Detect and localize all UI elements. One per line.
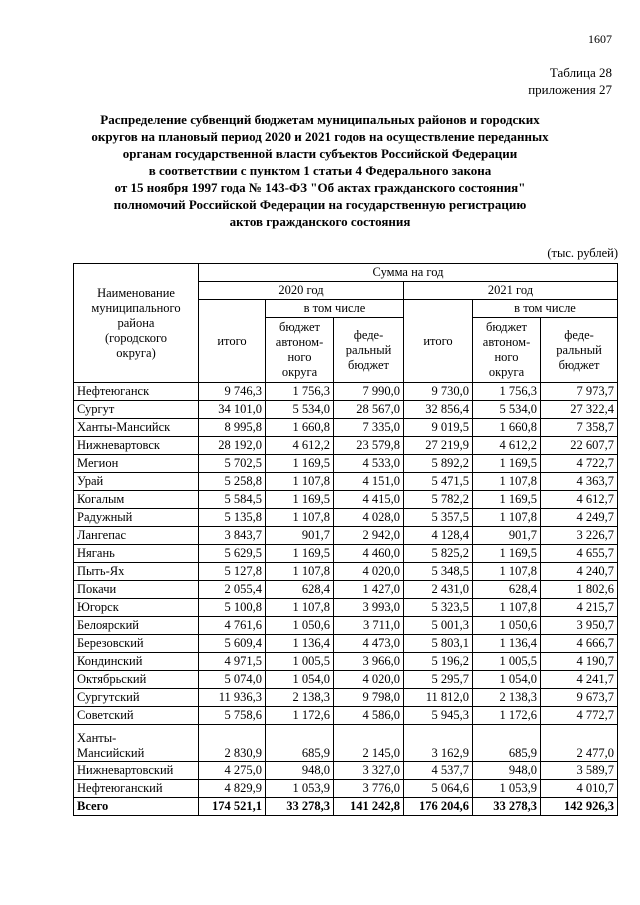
- title-line: органам государственной власти субъектов Российской Федерации: [122, 146, 518, 161]
- row-name-cell: Мегион: [74, 455, 199, 473]
- row-value-cell: 4 249,7: [541, 509, 618, 527]
- row-value-cell: 1 427,0: [334, 581, 404, 599]
- row-value-cell: 1 054,0: [473, 671, 541, 689]
- row-value-cell: 1 169,5: [473, 545, 541, 563]
- row-value-cell: 22 607,7: [541, 437, 618, 455]
- row-value-cell: 23 579,8: [334, 437, 404, 455]
- header-federal-budget: феде- ральный бюджет: [334, 318, 404, 383]
- row-value-cell: 4 028,0: [334, 509, 404, 527]
- row-value-cell: 7 335,0: [334, 419, 404, 437]
- row-value-cell: 4 612,7: [541, 491, 618, 509]
- row-value-cell: 4 010,7: [541, 780, 618, 798]
- subsidy-table: [73, 263, 618, 816]
- row-value-cell: 4 612,2: [266, 437, 334, 455]
- title-line: Распределение субвенций бюджетам муниципальных районов и городских: [100, 112, 540, 127]
- row-value-cell: 5 584,5: [199, 491, 266, 509]
- header-okrug-budget: бюджет автоном- ного округа: [473, 318, 541, 383]
- row-value-cell: 3 327,0: [334, 762, 404, 780]
- row-value-cell: 34 101,0: [199, 401, 266, 419]
- title-line: актов гражданского состояния: [229, 214, 411, 229]
- row-value-cell: 9 798,0: [334, 689, 404, 707]
- row-value-cell: 1 053,9: [266, 780, 334, 798]
- row-name-cell: Ханты-Мансийск: [74, 419, 199, 437]
- table-body: [74, 383, 618, 816]
- row-value-cell: 5 803,1: [404, 635, 473, 653]
- row-value-cell: 174 521,1: [199, 798, 266, 816]
- row-name-cell: Радужный: [74, 509, 199, 527]
- row-value-cell: 3 226,7: [541, 527, 618, 545]
- row-value-cell: 5 609,4: [199, 635, 266, 653]
- row-value-cell: 5 196,2: [404, 653, 473, 671]
- page-number: 1607: [588, 32, 612, 46]
- table-row: [74, 473, 618, 491]
- row-value-cell: 5 945,3: [404, 707, 473, 725]
- row-value-cell: 1 107,8: [266, 563, 334, 581]
- header-year-2020: 2020 год: [199, 282, 404, 300]
- document-title: [60, 111, 580, 230]
- header-okrug-budget: бюджет автоном- ного округа: [266, 318, 334, 383]
- row-value-cell: 5 295,7: [404, 671, 473, 689]
- row-value-cell: 948,0: [266, 762, 334, 780]
- row-value-cell: 1 107,8: [473, 509, 541, 527]
- row-value-cell: 4 772,7: [541, 707, 618, 725]
- row-value-cell: 1 107,8: [473, 473, 541, 491]
- row-value-cell: 3 966,0: [334, 653, 404, 671]
- row-value-cell: 1 172,6: [266, 707, 334, 725]
- table-row: [74, 491, 618, 509]
- table-row: [74, 455, 618, 473]
- row-value-cell: 2 830,9: [199, 725, 266, 762]
- row-value-cell: 4 655,7: [541, 545, 618, 563]
- row-value-cell: 4 215,7: [541, 599, 618, 617]
- row-value-cell: 948,0: [473, 762, 541, 780]
- header-sum: Сумма на год: [199, 264, 618, 282]
- row-value-cell: 7 973,7: [541, 383, 618, 401]
- row-value-cell: 176 204,6: [404, 798, 473, 816]
- row-name-cell: Белоярский: [74, 617, 199, 635]
- table-row: [74, 725, 618, 762]
- row-name-cell: Урай: [74, 473, 199, 491]
- row-value-cell: 1 107,8: [473, 563, 541, 581]
- header-federal-budget: феде- ральный бюджет: [541, 318, 618, 383]
- row-value-cell: 5 534,0: [473, 401, 541, 419]
- row-value-cell: 5 258,8: [199, 473, 266, 491]
- row-value-cell: 4 971,5: [199, 653, 266, 671]
- row-value-cell: 2 942,0: [334, 527, 404, 545]
- row-value-cell: 3 950,7: [541, 617, 618, 635]
- row-value-cell: 628,4: [266, 581, 334, 599]
- row-name-cell: Нижневартовский: [74, 762, 199, 780]
- row-value-cell: 1 107,8: [266, 473, 334, 491]
- row-name-cell: Советский: [74, 707, 199, 725]
- table-label: [528, 64, 612, 98]
- row-value-cell: 5 135,8: [199, 509, 266, 527]
- row-name-cell: Нягань: [74, 545, 199, 563]
- row-name-cell: Когалым: [74, 491, 199, 509]
- row-value-cell: 1 107,8: [266, 509, 334, 527]
- row-value-cell: 9 730,0: [404, 383, 473, 401]
- row-value-cell: 4 020,0: [334, 563, 404, 581]
- row-value-cell: 2 431,0: [404, 581, 473, 599]
- table-row: [74, 563, 618, 581]
- row-name-cell: Березовский: [74, 635, 199, 653]
- row-value-cell: 2 477,0: [541, 725, 618, 762]
- row-value-cell: 4 240,7: [541, 563, 618, 581]
- row-value-cell: 4 363,7: [541, 473, 618, 491]
- row-value-cell: 4 473,0: [334, 635, 404, 653]
- table-row: [74, 617, 618, 635]
- row-value-cell: 4 537,7: [404, 762, 473, 780]
- row-value-cell: 33 278,3: [266, 798, 334, 816]
- row-value-cell: 7 990,0: [334, 383, 404, 401]
- table-row: [74, 671, 618, 689]
- row-value-cell: 5 127,8: [199, 563, 266, 581]
- row-value-cell: 685,9: [266, 725, 334, 762]
- row-value-cell: 628,4: [473, 581, 541, 599]
- row-value-cell: 3 843,7: [199, 527, 266, 545]
- row-value-cell: 1 050,6: [473, 617, 541, 635]
- table-row: [74, 581, 618, 599]
- row-value-cell: 28 192,0: [199, 437, 266, 455]
- row-name-cell: Покачи: [74, 581, 199, 599]
- title-line: от 15 ноября 1997 года № 143-ФЗ "Об актах гражданского состояния": [114, 180, 526, 195]
- row-value-cell: 1 172,6: [473, 707, 541, 725]
- row-value-cell: 4 415,0: [334, 491, 404, 509]
- title-line: в соответствии с пунктом 1 статьи 4 Федерального закона: [148, 163, 492, 178]
- table-row: [74, 653, 618, 671]
- row-value-cell: 685,9: [473, 725, 541, 762]
- row-name-cell: Нефтеюганский: [74, 780, 199, 798]
- row-value-cell: 1 756,3: [266, 383, 334, 401]
- row-value-cell: 1 169,5: [266, 491, 334, 509]
- total-row: [74, 798, 618, 816]
- table-row: [74, 419, 618, 437]
- row-value-cell: 3 776,0: [334, 780, 404, 798]
- row-name-cell: Сургут: [74, 401, 199, 419]
- row-value-cell: 1 107,8: [473, 599, 541, 617]
- row-value-cell: 2 138,3: [473, 689, 541, 707]
- row-value-cell: 5 702,5: [199, 455, 266, 473]
- header-incl-2021: в том числе: [473, 300, 618, 318]
- row-value-cell: 5 825,2: [404, 545, 473, 563]
- row-value-cell: 5 064,6: [404, 780, 473, 798]
- row-value-cell: 4 151,0: [334, 473, 404, 491]
- table-row: [74, 545, 618, 563]
- row-name-cell: Югорск: [74, 599, 199, 617]
- title-line: полномочий Российской Федерации на государственную регистрацию: [113, 197, 527, 212]
- row-value-cell: 1 660,8: [473, 419, 541, 437]
- row-name-cell: Ханты- Мансийский: [74, 725, 199, 762]
- row-value-cell: 5 323,5: [404, 599, 473, 617]
- row-value-cell: 5 001,3: [404, 617, 473, 635]
- row-value-cell: 32 856,4: [404, 401, 473, 419]
- row-name-cell: Лангепас: [74, 527, 199, 545]
- row-value-cell: 5 782,2: [404, 491, 473, 509]
- table-row: [74, 762, 618, 780]
- row-name-cell: Октябрьский: [74, 671, 199, 689]
- row-value-cell: 5 534,0: [266, 401, 334, 419]
- row-value-cell: 1 169,5: [266, 545, 334, 563]
- table-row: [74, 689, 618, 707]
- row-value-cell: 1 005,5: [473, 653, 541, 671]
- header-name-column: Наименование муниципального района (городского округа): [74, 264, 199, 383]
- row-value-cell: 1 136,4: [266, 635, 334, 653]
- row-value-cell: 1 169,5: [266, 455, 334, 473]
- row-value-cell: 2 138,3: [266, 689, 334, 707]
- row-value-cell: 3 589,7: [541, 762, 618, 780]
- row-value-cell: 1 053,9: [473, 780, 541, 798]
- row-value-cell: 1 107,8: [266, 599, 334, 617]
- table-label-line: приложения 27: [528, 82, 612, 97]
- row-value-cell: 8 995,8: [199, 419, 266, 437]
- title-line: округов на плановый период 2020 и 2021 годов на осуществление переданных: [91, 129, 549, 144]
- row-value-cell: 1 169,5: [473, 455, 541, 473]
- row-value-cell: 4 612,2: [473, 437, 541, 455]
- row-value-cell: 1 050,6: [266, 617, 334, 635]
- row-value-cell: 4 460,0: [334, 545, 404, 563]
- row-value-cell: 9 019,5: [404, 419, 473, 437]
- row-value-cell: 3 711,0: [334, 617, 404, 635]
- header-year-2021: 2021 год: [404, 282, 618, 300]
- row-name-cell: Нефтеюганск: [74, 383, 199, 401]
- row-value-cell: 3 162,9: [404, 725, 473, 762]
- row-value-cell: 33 278,3: [473, 798, 541, 816]
- row-value-cell: 27 219,9: [404, 437, 473, 455]
- row-value-cell: 4 829,9: [199, 780, 266, 798]
- header-total-2021: итого: [404, 300, 473, 383]
- row-value-cell: 1 660,8: [266, 419, 334, 437]
- table-row: [74, 401, 618, 419]
- row-value-cell: 5 357,5: [404, 509, 473, 527]
- table-row: [74, 527, 618, 545]
- row-value-cell: 4 761,6: [199, 617, 266, 635]
- table-row: [74, 707, 618, 725]
- header-total-2020: итого: [199, 300, 266, 383]
- row-value-cell: 27 322,4: [541, 401, 618, 419]
- table-row: [74, 383, 618, 401]
- row-name-cell: Пыть-Ях: [74, 563, 199, 581]
- row-value-cell: 1 005,5: [266, 653, 334, 671]
- row-value-cell: 7 358,7: [541, 419, 618, 437]
- table-row: [74, 780, 618, 798]
- row-value-cell: 9 746,3: [199, 383, 266, 401]
- row-value-cell: 1 802,6: [541, 581, 618, 599]
- row-value-cell: 4 020,0: [334, 671, 404, 689]
- table-row: [74, 635, 618, 653]
- row-value-cell: 5 471,5: [404, 473, 473, 491]
- row-value-cell: 11 936,3: [199, 689, 266, 707]
- table-row: [74, 437, 618, 455]
- row-name-cell: Сургутский: [74, 689, 199, 707]
- row-value-cell: 1 756,3: [473, 383, 541, 401]
- row-name-cell: Всего: [74, 798, 199, 816]
- row-value-cell: 4 190,7: [541, 653, 618, 671]
- row-value-cell: 3 993,0: [334, 599, 404, 617]
- row-value-cell: 4 533,0: [334, 455, 404, 473]
- row-name-cell: Нижневартовск: [74, 437, 199, 455]
- header-incl-2020: в том числе: [266, 300, 404, 318]
- row-value-cell: 1 136,4: [473, 635, 541, 653]
- row-value-cell: 4 128,4: [404, 527, 473, 545]
- row-value-cell: 901,7: [266, 527, 334, 545]
- row-value-cell: 1 054,0: [266, 671, 334, 689]
- row-value-cell: 5 892,2: [404, 455, 473, 473]
- row-value-cell: 5 348,5: [404, 563, 473, 581]
- row-value-cell: 9 673,7: [541, 689, 618, 707]
- row-value-cell: 5 100,8: [199, 599, 266, 617]
- row-value-cell: 4 241,7: [541, 671, 618, 689]
- row-value-cell: 1 169,5: [473, 491, 541, 509]
- units-label: (тыс. рублей): [547, 246, 618, 260]
- row-value-cell: 2 055,4: [199, 581, 266, 599]
- table-label-line: Таблица 28: [549, 65, 612, 80]
- table-row: [74, 599, 618, 617]
- row-value-cell: 142 926,3: [541, 798, 618, 816]
- row-value-cell: 901,7: [473, 527, 541, 545]
- row-name-cell: Кондинский: [74, 653, 199, 671]
- row-value-cell: 2 145,0: [334, 725, 404, 762]
- row-value-cell: 5 074,0: [199, 671, 266, 689]
- row-value-cell: 5 629,5: [199, 545, 266, 563]
- row-value-cell: 4 722,7: [541, 455, 618, 473]
- row-value-cell: 141 242,8: [334, 798, 404, 816]
- row-value-cell: 5 758,6: [199, 707, 266, 725]
- table-row: [74, 509, 618, 527]
- row-value-cell: 4 275,0: [199, 762, 266, 780]
- row-value-cell: 4 666,7: [541, 635, 618, 653]
- row-value-cell: 28 567,0: [334, 401, 404, 419]
- row-value-cell: 4 586,0: [334, 707, 404, 725]
- row-value-cell: 11 812,0: [404, 689, 473, 707]
